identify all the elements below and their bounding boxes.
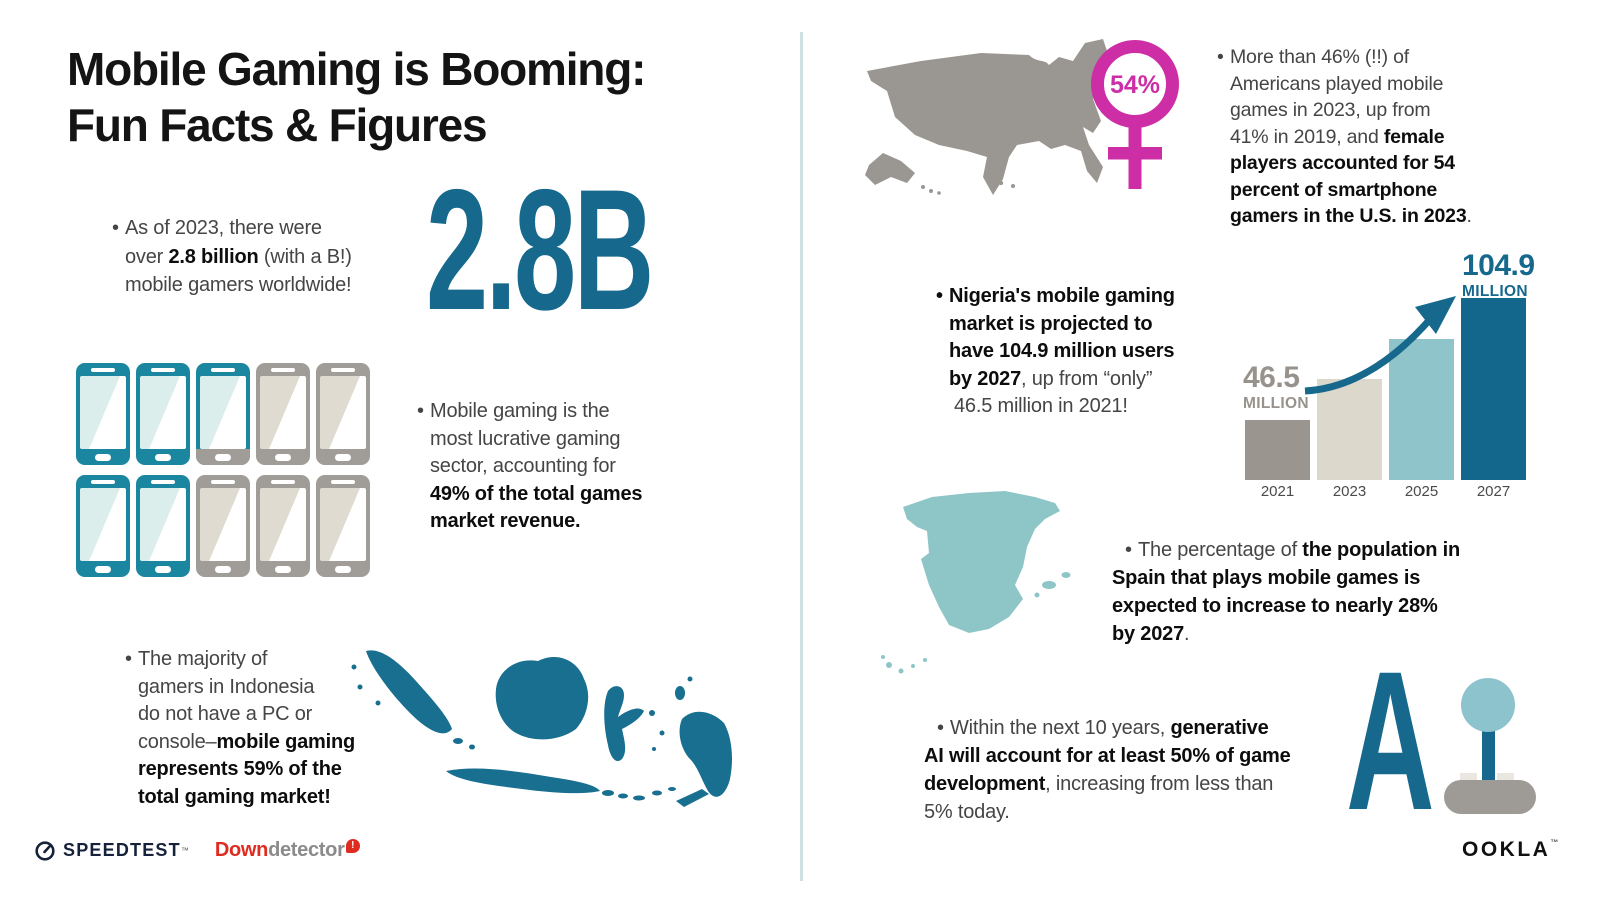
fact-revenue: • Mobile gaming is the most lucrative gaming sector, accounting for 49% of the total games market revenue.	[417, 400, 643, 532]
title-line-2: Fun Facts & Figures	[67, 99, 487, 151]
x-tick-2025: 2025	[1404, 483, 1439, 500]
ookla-logo: OOKLA™	[1462, 838, 1561, 861]
fact-gamers: • As of 2023, there were over 2.8 billion (with a B!) mobile gamers worldwide!	[112, 214, 352, 300]
phone-icon	[256, 475, 310, 577]
fact-ai: • Within the next 10 years, generative AI will account for at least 50% of game development, increasing from less than 5% today.	[924, 714, 1291, 826]
fact-nigeria: • Nigeria's mobile gaming market is projected to have 104.9 million users by 2027, up from “only” 46.5 million in 2021!	[936, 285, 1175, 417]
x-tick-2021: 2021	[1260, 483, 1295, 500]
fact-indonesia: • The majority of gamers in Indonesia do not have a PC or console–mobile gaming represents 59% of the total gaming market!	[125, 648, 355, 808]
speedtest-logo: SPEEDTEST	[63, 840, 181, 860]
bullet-marker: •	[1217, 46, 1224, 68]
bullet-marker: •	[937, 717, 944, 739]
trademark-mark: ™	[1550, 838, 1561, 847]
phone-icon	[196, 475, 250, 577]
x-tick-2023: 2023	[1332, 483, 1367, 500]
female-share-value: 54%	[1109, 71, 1161, 99]
trademark-mark: ™	[180, 846, 189, 855]
bar-2027	[1461, 298, 1526, 480]
center-divider	[800, 32, 803, 881]
fact-us: • More than 46% (!!) of Americans played mobile games in 2023, up from 41% in 2019, and female players accounted for 54 percent of smartphone gamers in the U.S. in 2023.	[1217, 46, 1472, 227]
phone-icon-partial	[196, 363, 250, 465]
nigeria-users-bar-chart	[1215, 245, 1537, 503]
footer-left	[34, 839, 360, 862]
phone-icon	[316, 363, 370, 465]
phone-icon	[316, 475, 370, 577]
bullet-marker: •	[125, 648, 132, 670]
bullet-marker: •	[936, 285, 943, 307]
title-line-1: Mobile Gaming is Booming:	[67, 43, 646, 95]
phone-icon	[76, 363, 130, 465]
fact-spain: • The percentage of the population in Spain that plays mobile games is expected to increase to nearly 28% by 2027.	[1112, 536, 1460, 648]
bullet-marker: •	[417, 400, 424, 422]
phone-icon	[76, 475, 130, 577]
female-symbol-icon	[1089, 36, 1185, 194]
speedtest-gauge-icon	[34, 840, 56, 862]
indonesia-map	[346, 641, 734, 824]
phone-icon	[256, 363, 310, 465]
page-title	[67, 41, 645, 153]
downdetector-alert-icon: !	[346, 839, 360, 853]
phone-icon	[136, 475, 190, 577]
label-104-9-million: 104.9 MILLION	[1462, 249, 1535, 300]
bar-2021	[1245, 420, 1310, 480]
x-tick-2027: 2027	[1476, 483, 1511, 500]
big-stat-2-8b: 2.8B	[426, 154, 652, 346]
phone-icon	[136, 363, 190, 465]
ai-letter-a: A	[1346, 630, 1435, 851]
label-46-5-million: 46.5 MILLION	[1243, 361, 1309, 412]
bullet-marker: •	[1125, 539, 1132, 561]
growth-arrow-icon	[1300, 290, 1468, 398]
spain-map	[877, 467, 1083, 687]
phones-pictogram	[76, 363, 370, 577]
bullet-marker: •	[112, 217, 119, 239]
joystick-icon	[1440, 672, 1566, 820]
downdetector-logo: Downdetector !	[215, 839, 360, 862]
